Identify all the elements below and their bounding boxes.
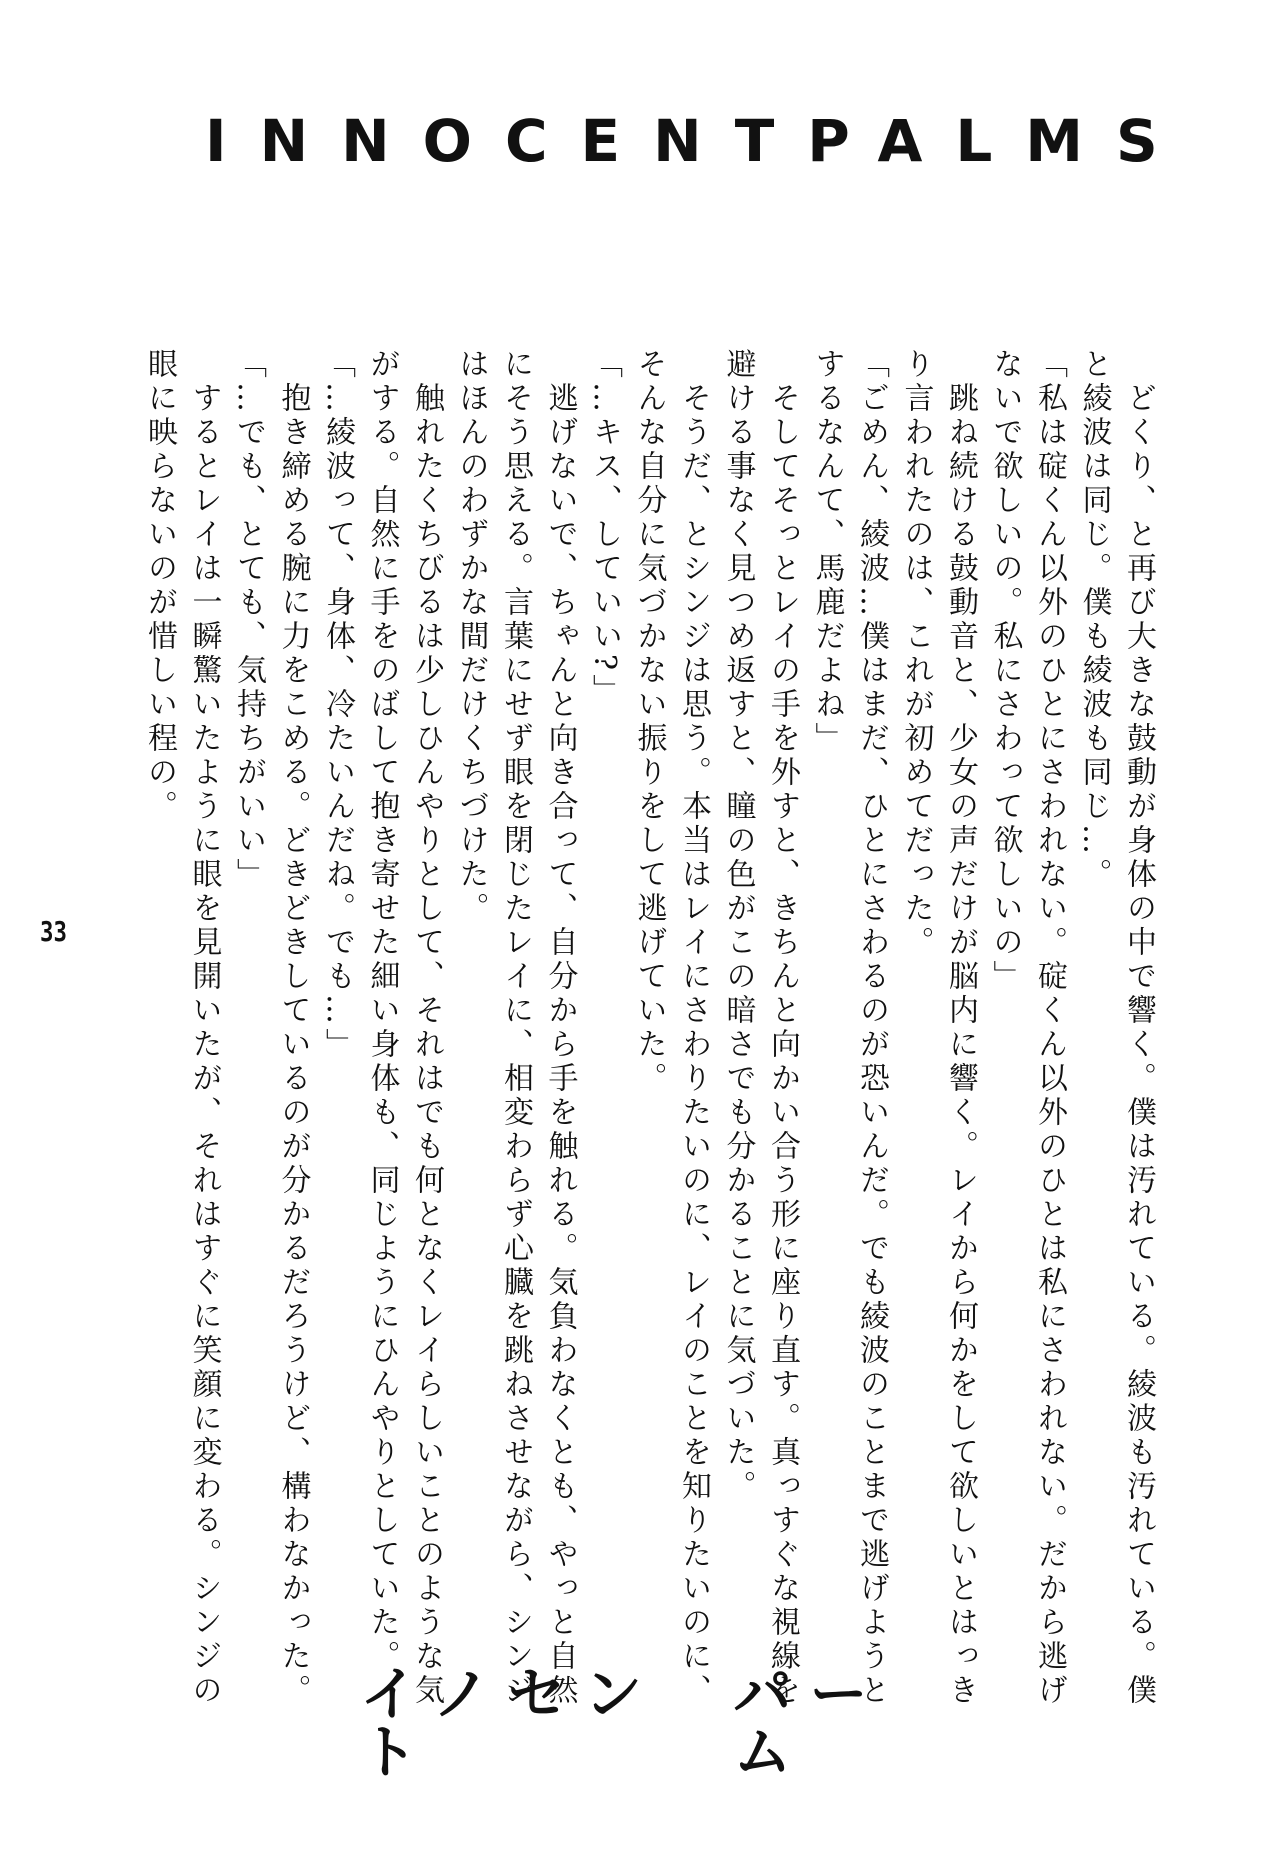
text-line: り言われたのは、これが初めてだった。 bbox=[898, 348, 934, 960]
text-line: 「ごめん、綾波…僕はまだ、ひとにさわるのが恐いんだ。でも綾波のことまで逃げようと bbox=[854, 348, 889, 1708]
text-line: 抱き締める腕に力をこめる。どきどきしているのが分かるだろうけど、構わなかった。 bbox=[275, 348, 311, 1708]
text-line: そしてそっとレイの手を外すと、きちんと向かい合う形に座り直す。真っすぐな視線を bbox=[765, 348, 800, 1708]
japanese-title bbox=[360, 1660, 960, 1786]
title-word-innocent: INNOCENT bbox=[205, 107, 808, 175]
text-line: するとレイは一瞬驚いたように眼を見開いたが、それはすぐに笑顔に変わる。シンジの bbox=[186, 348, 222, 1708]
vertical-body-text bbox=[142, 348, 1160, 1708]
text-line: するなんて、馬鹿だよね」 bbox=[809, 348, 845, 756]
text-line: 「…綾波って、身体、冷たいんだね。でも…」 bbox=[320, 348, 355, 1062]
text-line: 触れたくちびるは少しひんやりとして、それはでも何となくレイらしいことのような気 bbox=[409, 348, 444, 1708]
text-line: 眼に映らないのが惜しい程の。 bbox=[142, 348, 177, 824]
text-line: そうだ、とシンジは思う。本当はレイにさわりたいのに、レイのことを知りたいのに、 bbox=[676, 348, 711, 1708]
text-line: 跳ね続ける鼓動音と、少女の声だけが脳内に響く。レイから何かをして欲しいとはっき bbox=[943, 348, 978, 1708]
text-line: そんな自分に気づかない振りをして逃げていた。 bbox=[631, 348, 667, 1096]
text-line: はほんのわずかな間だけくちづけた。 bbox=[453, 348, 489, 926]
title-word-innocent-katakana: イノセント bbox=[360, 1660, 660, 1786]
text-line: にそう思える。言葉にせず眼を閉じたレイに、相変わらず心臓を跳ねさせながら、シンジ bbox=[498, 348, 533, 1708]
text-line: 「…キス、していい?」 bbox=[587, 348, 622, 709]
title-word-palm-katakana: パーム bbox=[733, 1660, 886, 1786]
text-line: 逃げないで、ちゃんと向き合って、自分から手を触れる。気負わなくとも、やっと自然 bbox=[542, 348, 578, 1708]
title-word-palms: PALMS bbox=[807, 107, 1191, 175]
page-number: 33 bbox=[40, 915, 67, 948]
text-line: どくり、と再び大きな鼓動が身体の中で響く。僕は汚れている。綾波も汚れている。僕 bbox=[1121, 348, 1156, 1708]
english-title bbox=[205, 107, 1191, 175]
text-line: がする。自然に手をのばして抱き寄せた細い身体も、同じようにひんやりとしていた。 bbox=[364, 348, 400, 1674]
text-line: 避ける事なく見つめ返すと、瞳の色がこの暗さでも分かることに気づいた。 bbox=[720, 348, 756, 1504]
text-line: ないで欲しいの。私にさわって欲しいの」 bbox=[987, 348, 1023, 994]
text-line: 「…でも、とても、気持ちがいい」 bbox=[231, 348, 266, 892]
text-line: 「私は碇くん以外のひとにさわれない。碇くん以外のひとは私にさわれない。だから逃げ bbox=[1032, 348, 1067, 1708]
text-line: と綾波は同じ。僕も綾波も同じ…。 bbox=[1076, 348, 1112, 892]
